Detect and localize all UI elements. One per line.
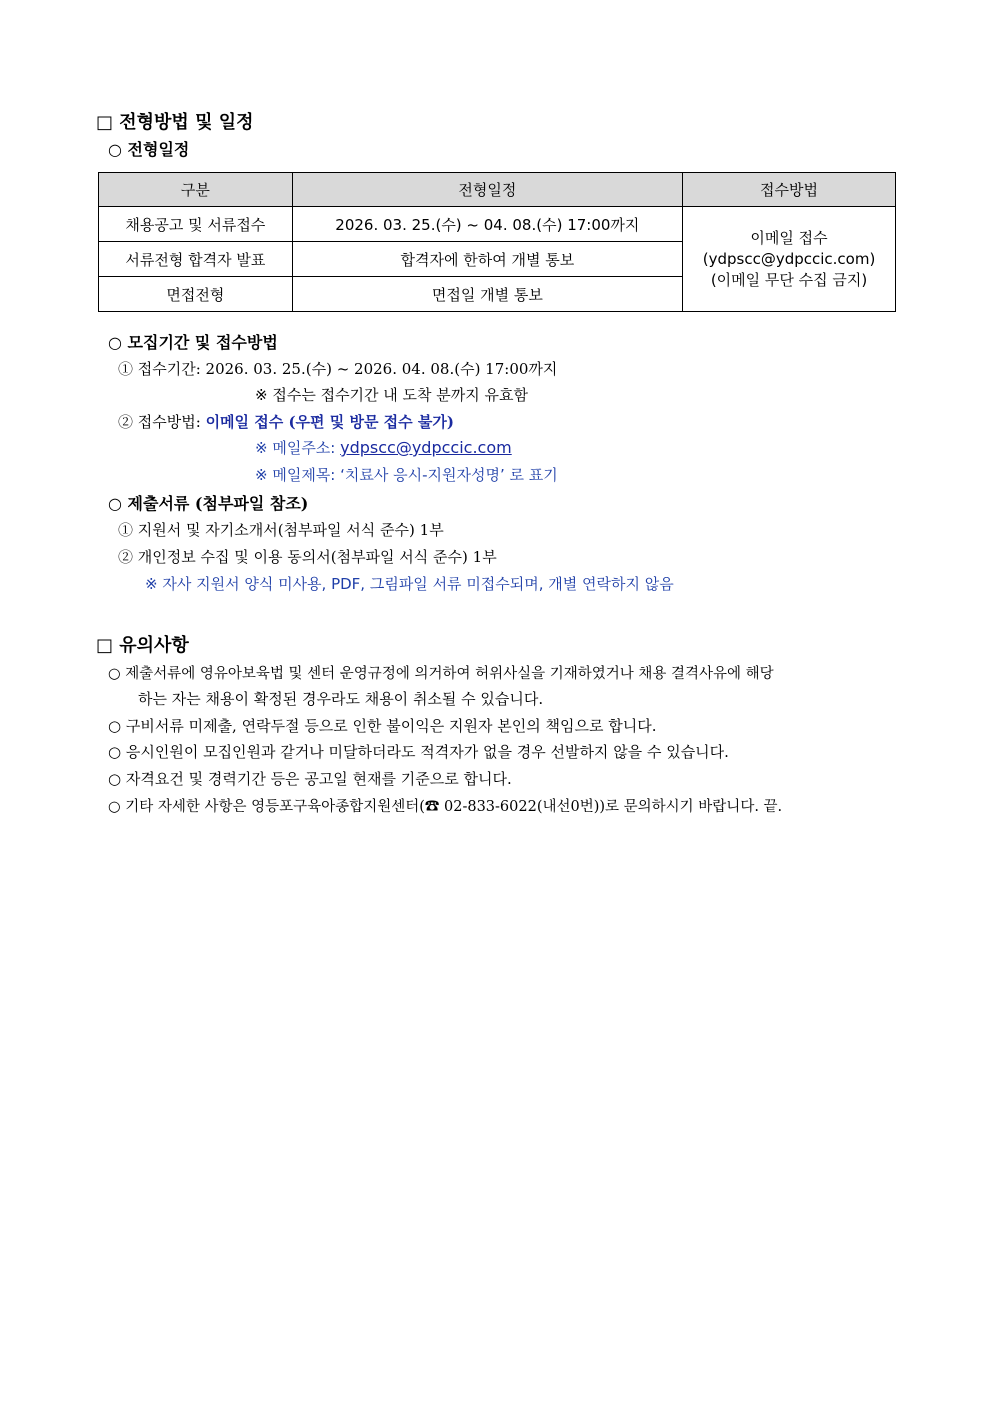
schedule-table bbox=[98, 172, 896, 312]
mail-address-line bbox=[255, 437, 512, 458]
method-line: (이메일 무단 수집 금지) bbox=[710, 270, 868, 289]
mail-address-label: ※ 메일주소: bbox=[255, 439, 341, 457]
recruit-method-value: 이메일 접수 (우편 및 방문 접수 불가) bbox=[205, 413, 454, 431]
recruit-method bbox=[118, 411, 454, 432]
documents-note: ※ 자사 지원서 양식 미사용, PDF, 그림파일 서류 미접수되며, 개별 연락하지 않음 bbox=[145, 575, 674, 593]
table-row bbox=[99, 207, 896, 242]
header-category: 구분 bbox=[99, 173, 293, 207]
section-title-selection: □ 전형방법 및 일정 bbox=[96, 112, 254, 133]
document-item: ② 개인정보 수집 및 이용 동의서(첨부파일 서식 준수) 1부 bbox=[118, 548, 497, 566]
notice-item: ○ 자격요건 및 경력기간 등은 공고일 현재를 기준으로 합니다. bbox=[108, 770, 512, 788]
method-line: (ydpscc@ydpccic.com) bbox=[702, 249, 876, 268]
table-header-row bbox=[99, 173, 896, 207]
row-category: 면접전형 bbox=[99, 277, 293, 312]
subsection-recruit: ○ 모집기간 및 접수방법 bbox=[108, 333, 278, 352]
recruit-period: ① 접수기간: 2026. 03. 25.(수) ~ 2026. 04. 08.(수) 17:00까지 bbox=[118, 360, 558, 378]
recruit-method-label: ② 접수방법: bbox=[118, 413, 206, 431]
notice-item: ○ 제출서류에 영유아보육법 및 센터 운영규정에 의거하여 허위사실을 기재하였거나 채용 결격사유에 해당 bbox=[108, 666, 774, 682]
notice-item: ○ 응시인원이 모집인원과 같거나 미달하더라도 적격자가 없을 경우 선발하지 않을 수 있습니다. bbox=[108, 743, 729, 761]
method-line: 이메일 접수 bbox=[750, 228, 828, 247]
mail-address-link[interactable]: ydpscc@ydpccic.com bbox=[340, 438, 512, 457]
method-cell bbox=[683, 207, 896, 312]
notice-item: ○ 구비서류 미제출, 연락두절 등으로 인한 불이익은 지원자 본인의 책임으로 합니다. bbox=[108, 717, 657, 735]
row-schedule: 면접일 개별 통보 bbox=[292, 277, 682, 312]
header-schedule: 전형일정 bbox=[292, 173, 682, 207]
subsection-documents: ○ 제출서류 (첨부파일 참조) bbox=[108, 494, 309, 513]
notice-item-continued: 하는 자는 채용이 확정된 경우라도 채용이 취소될 수 있습니다. bbox=[138, 690, 544, 708]
row-schedule: 합격자에 한하여 개별 통보 bbox=[292, 242, 682, 277]
subsection-schedule: ○ 전형일정 bbox=[108, 140, 190, 159]
notice-item: ○ 기타 자세한 사항은 영등포구육아종합지원센터(☎ 02-833-6022(내선0번))로 문의하시기 바랍니다. 끝. bbox=[108, 799, 783, 815]
recruit-period-note: ※ 접수는 접수기간 내 도착 분까지 유효함 bbox=[255, 386, 529, 404]
section-title-notice: □ 유의사항 bbox=[96, 635, 189, 656]
header-method: 접수방법 bbox=[683, 173, 896, 207]
row-category: 채용공고 및 서류접수 bbox=[99, 207, 293, 242]
row-category: 서류전형 합격자 발표 bbox=[99, 242, 293, 277]
mail-subject-line: ※ 메일제목: ‘치료사 응시-지원자성명’ 로 표기 bbox=[255, 466, 558, 484]
row-schedule: 2026. 03. 25.(수) ~ 04. 08.(수) 17:00까지 bbox=[292, 207, 682, 242]
document-item: ① 지원서 및 자기소개서(첨부파일 서식 준수) 1부 bbox=[118, 521, 444, 539]
